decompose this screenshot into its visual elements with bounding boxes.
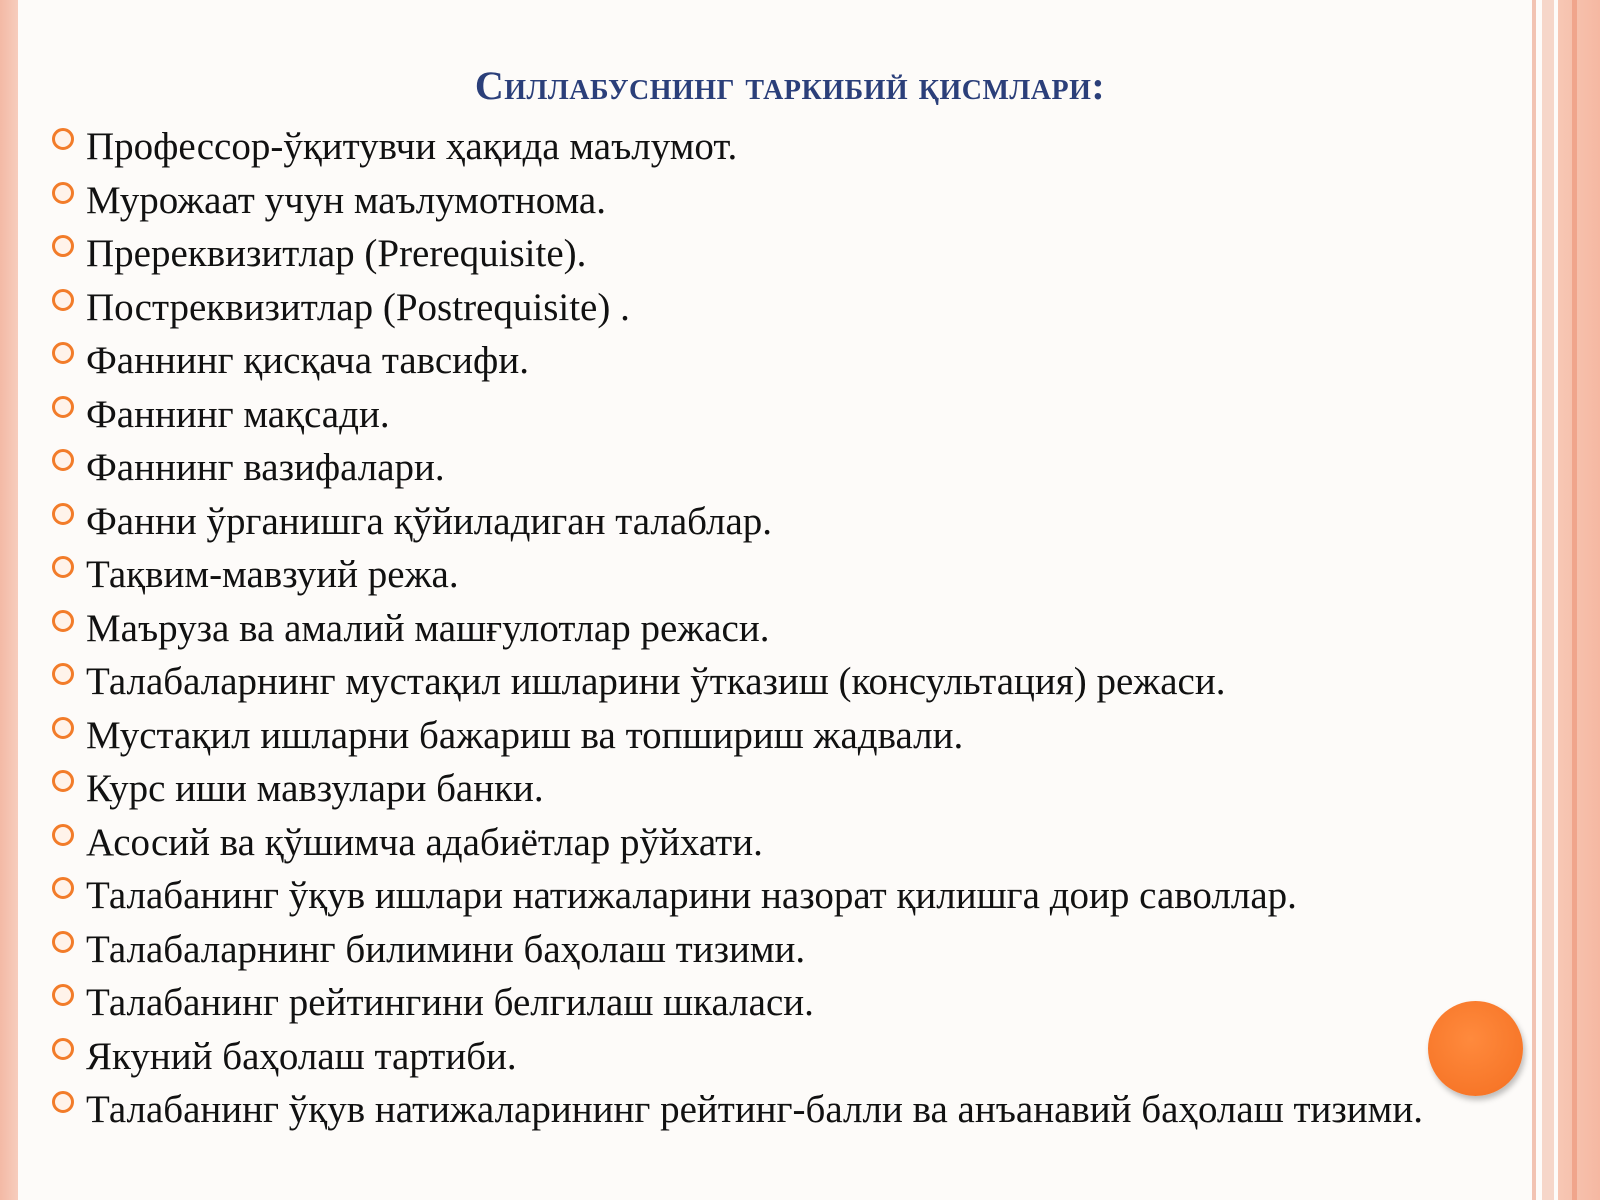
- list-item: Курс иши мавзулари банки.: [48, 762, 1508, 816]
- slide-title: Силлабуснинг таркибий қисмлари:: [474, 63, 1106, 108]
- list-item: Постреквизитлар (Postrequisite) .: [48, 281, 1508, 335]
- list-item: Талабаларнинг мустақил ишларини ўтказиш (консультация) режаси.: [48, 655, 1508, 709]
- bullet-circle-icon: [52, 449, 74, 471]
- list-item: Фаннинг қисқача тавсифи.: [48, 334, 1508, 388]
- list-item: Талабаларнинг билимини баҳолаш тизими.: [48, 923, 1508, 977]
- list-item: Маъруза ва амалий машғулотлар режаси.: [48, 602, 1508, 656]
- syllabus-components-list: [48, 120, 1508, 1137]
- bullet-circle-icon: [52, 663, 74, 685]
- list-item: Талабанинг рейтингини белгилаш шкаласи.: [48, 976, 1508, 1030]
- list-item: Фанни ўрганишга қўйиладиган талаблар.: [48, 495, 1508, 549]
- bullet-circle-icon: [52, 503, 74, 525]
- list-item: Мустақил ишларни бажариш ва топшириш жадвали.: [48, 709, 1508, 763]
- bullet-circle-icon: [52, 289, 74, 311]
- bullet-circle-icon: [52, 610, 74, 632]
- bullet-circle-icon: [52, 342, 74, 364]
- bullet-circle-icon: [52, 877, 74, 899]
- list-item: Талабанинг ўқув натижаларининг рейтинг-балли ва анъанавий баҳолаш тизими.: [48, 1083, 1508, 1137]
- list-item: Фаннинг вазифалари.: [48, 441, 1508, 495]
- bullet-circle-icon: [52, 984, 74, 1006]
- list-item: Профессор-ўқитувчи ҳақида маълумот.: [48, 120, 1508, 174]
- orange-decorative-circle: [1428, 1001, 1523, 1096]
- list-item: Талабанинг ўқув ишлари натижаларини назорат қилишга доир саволлар.: [48, 869, 1508, 923]
- bullet-circle-icon: [52, 556, 74, 578]
- bullet-circle-icon: [52, 824, 74, 846]
- bullet-circle-icon: [52, 235, 74, 257]
- list-item: Пререквизитлар (Prerequisite).: [48, 227, 1508, 281]
- bullet-circle-icon: [52, 931, 74, 953]
- list-item: Якуний баҳолаш тартиби.: [48, 1030, 1508, 1084]
- bullet-circle-icon: [52, 1091, 74, 1113]
- bullet-circle-icon: [52, 128, 74, 150]
- list-item: Мурожаат учун маълумотнома.: [48, 174, 1508, 228]
- list-item: Фаннинг мақсади.: [48, 388, 1508, 442]
- list-item: Асосий ва қўшимча адабиётлар рўйхати.: [48, 816, 1508, 870]
- bullet-circle-icon: [52, 770, 74, 792]
- bullet-circle-icon: [52, 182, 74, 204]
- right-decorative-border: [1532, 0, 1600, 1200]
- bullet-circle-icon: [52, 1038, 74, 1060]
- bullet-circle-icon: [52, 396, 74, 418]
- left-decorative-stripe: [0, 0, 18, 1200]
- list-item: Тақвим-мавзуий режа.: [48, 548, 1508, 602]
- bullet-circle-icon: [52, 717, 74, 739]
